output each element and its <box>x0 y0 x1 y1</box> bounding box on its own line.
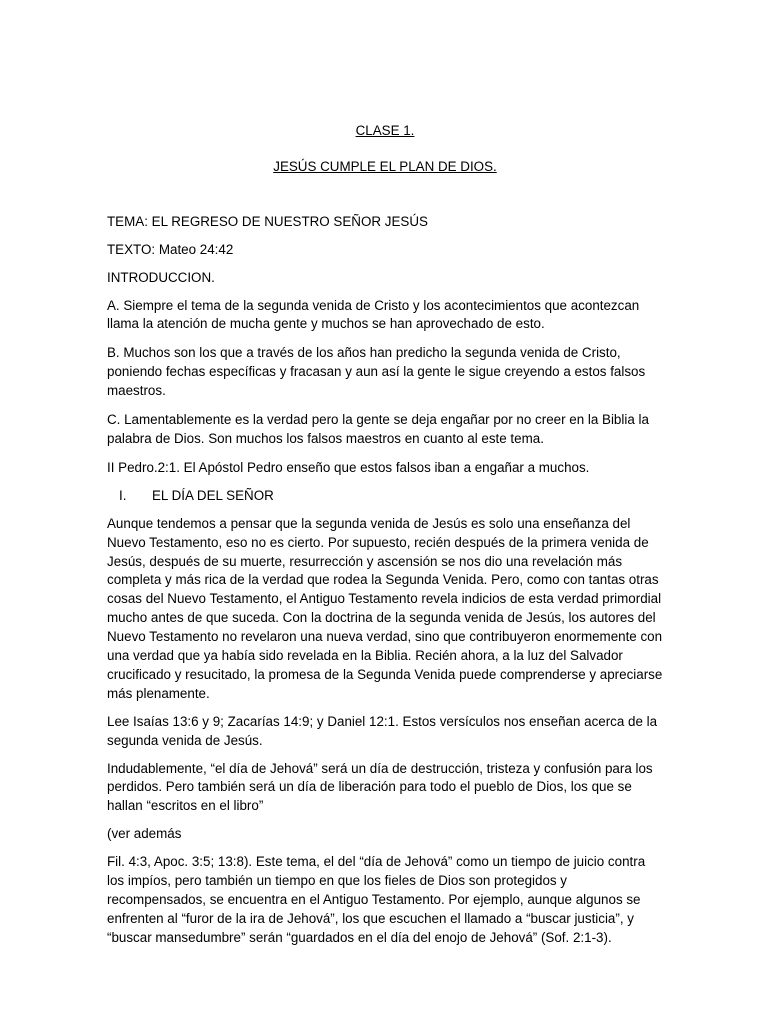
paragraph-aunque: Aunque tendemos a pensar que la segunda venida de Jesús es solo una enseñanza del Nuevo Testamento, eso no es cierto. Por supuesto, recién después de la primera venida de Jesús, después de su muerte, resurrección y ascensión se nos dio una revelación más completa y más rica de la verdad que rodea la Segunda Venida. Pero, como con tantas otras cosas del Nuevo Testamento, el Antiguo Testamento revela indicios de esta verdad primordial mucho antes de que suceda. Con la doctrina de la segunda venida de Jesús, los autores del Nuevo Testamento no revelaron una nueva verdad, sino que contribuyeron enormemente con una verdad que ya había sido revelada en la Biblia. Recién ahora, a la luz del Salvador crucificado y resucitado, la promesa de la Segunda Venida puede comprenderse y apreciarse más plenamente. <box>107 515 663 701</box>
document-subtitle: JESÚS CUMPLE EL PLAN DE DIOS. <box>273 158 497 174</box>
pedro-reference: II Pedro.2:1. El Apóstol Pedro enseño que estos falsos iban a engañar a muchos. <box>107 459 590 475</box>
paragraph-lee: Lee Isaías 13:6 y 9; Zacarías 14:9; y Daniel 12:1. Estos versículos nos enseñan acerca de la segunda venida de Jesús. <box>107 713 658 748</box>
introduccion-heading: INTRODUCCION. <box>107 269 215 285</box>
section-heading <box>107 487 663 506</box>
tema-line: TEMA: EL REGRESO DE NUESTRO SEÑOR JESÚS <box>107 213 428 229</box>
paragraph-a: A. Siempre el tema de la segunda venida de Cristo y los acontecimientos que acontezcan llama la atención de mucha gente y muchos se han aprovechado de esto. <box>107 297 640 332</box>
paragraph-ver: (ver además <box>107 826 182 842</box>
paragraph-indudablemente: Indudablemente, “el día de Jehová” será un día de destrucción, tristeza y confusión para los perdidos. Pero también será un día de liberación para todo el pueblo de Dios, los que se hallan “escritos en el libro” <box>107 760 653 814</box>
paragraph-fil: Fil. 4:3, Apoc. 3:5; 13:8). Este tema, el del “día de Jehová” como un tiempo de juicio contra los impíos, pero también un tiempo en que los fieles de Dios son protegidos y recompensados, se encuentra en el Antiguo Testamento. Por ejemplo, aunque algunos se enfrenten al “furor de la ira de Jehová”, los que escuchen el llamado a “buscar justicia”, y “buscar mansedumbre” serán “guardados en el día del enojo de Jehová” (Sof. 2:1-3). <box>107 854 646 945</box>
class-title: CLASE 1. <box>355 123 415 138</box>
section-number: I. <box>119 487 127 503</box>
texto-line: TEXTO: Mateo 24:42 <box>107 241 234 257</box>
paragraph-b: B. Muchos son los que a través de los años han predicho la segunda venida de Cristo, poniendo fechas específicas y fracasan y aun así la gente le sigue creyendo a estos falsos maestros. <box>107 345 646 399</box>
document-body <box>107 122 663 957</box>
section-title: EL DÍA DEL SEÑOR <box>152 487 274 503</box>
paragraph-c: C. Lamentablemente es la verdad pero la gente se deja engañar por no creer en la Biblia la palabra de Dios. Son muchos los falsos maestros en cuanto al este tema. <box>107 412 649 446</box>
